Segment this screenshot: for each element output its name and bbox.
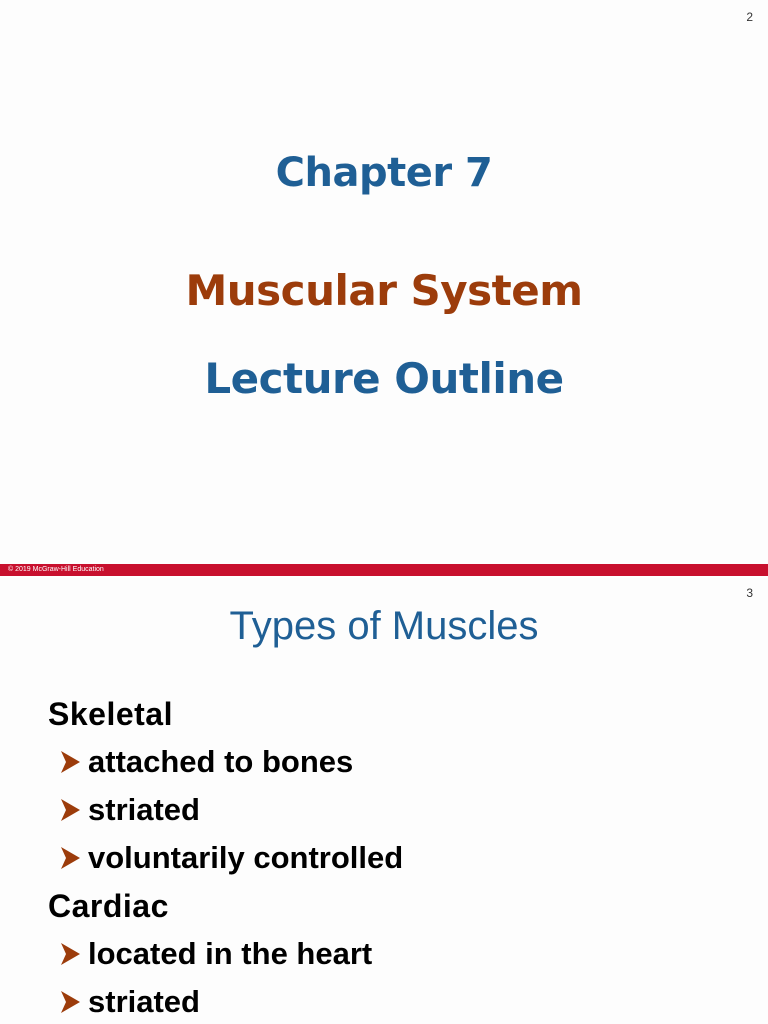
chapter-title: Chapter 7 — [275, 150, 493, 196]
bullet-text: voluntarily controlled — [88, 840, 404, 875]
page-number: 2 — [746, 10, 753, 24]
section-heading: Skeletal — [48, 696, 173, 732]
bullet-item — [48, 978, 748, 1024]
bullet-item — [48, 834, 748, 882]
footer-bar — [0, 564, 768, 576]
page-number: 3 — [746, 586, 753, 600]
slide-3 — [0, 578, 768, 1024]
section-heading: Cardiac — [48, 888, 169, 924]
arrow-bullet-icon — [56, 843, 86, 873]
bullet-item — [48, 738, 748, 786]
bullet-text: attached to bones — [88, 744, 354, 779]
copyright-text: © 2019 McGraw-Hill Education — [8, 566, 104, 573]
arrow-bullet-icon — [56, 939, 86, 969]
slide-content — [48, 690, 748, 1024]
subject-title: Muscular System — [185, 266, 583, 315]
bullet-text: striated — [88, 984, 200, 1019]
bullet-text: striated — [88, 792, 200, 827]
arrow-bullet-icon — [56, 795, 86, 825]
bullet-item — [48, 930, 748, 978]
arrow-bullet-icon — [56, 747, 86, 777]
arrow-bullet-icon — [56, 987, 86, 1017]
bullet-item — [48, 786, 748, 834]
outline-title: Lecture Outline — [204, 354, 564, 403]
bullet-text: located in the heart — [88, 936, 373, 971]
slide-title: Types of Muscles — [229, 604, 539, 648]
